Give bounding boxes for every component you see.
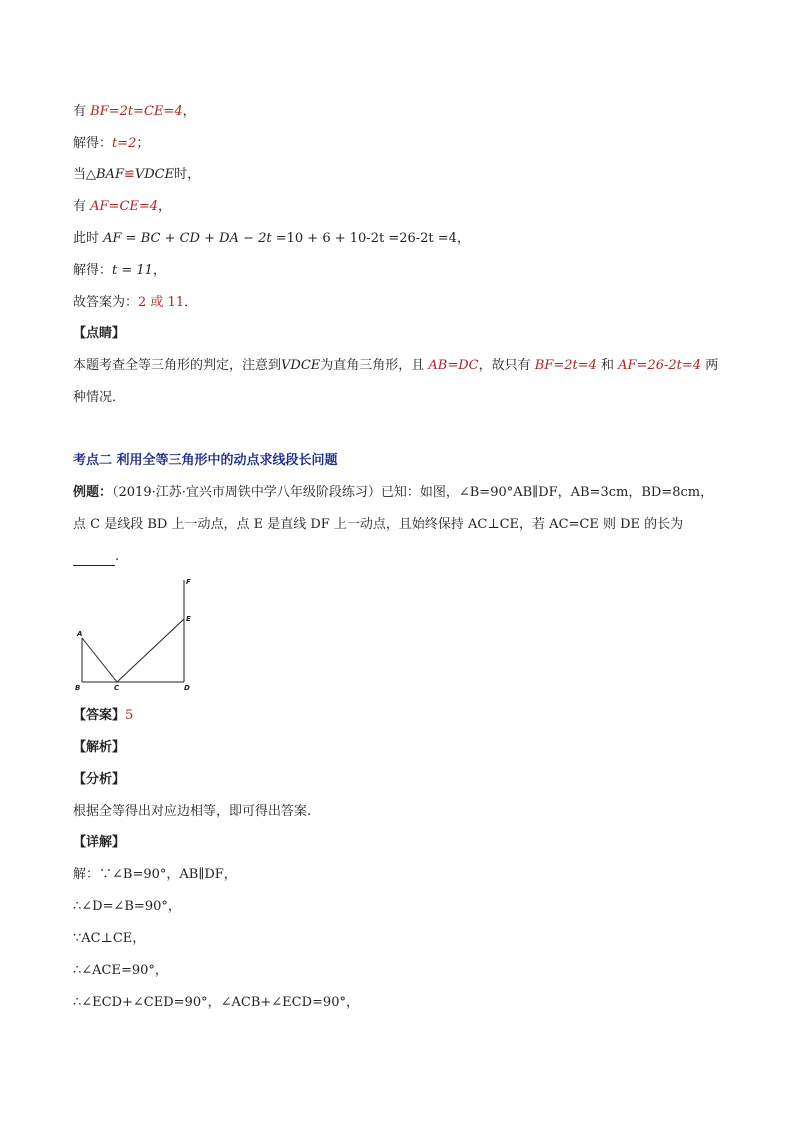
detail-step-5: ∴∠ECD+∠CED=90°，∠ACB+∠ECD=90°，	[73, 995, 359, 1010]
geometry-figure	[70, 574, 200, 694]
congruent-symbol: ≌	[123, 167, 135, 182]
label-b: B	[75, 684, 81, 692]
text: ，故只有	[478, 358, 535, 373]
solution-line-7	[73, 294, 197, 312]
analysis-text: 根据全等得出对应边相等，即可得出答案.	[73, 804, 312, 819]
text: 此时	[73, 231, 104, 246]
text: ，	[182, 104, 196, 119]
answer-blank	[73, 553, 115, 566]
solution-line-5	[73, 230, 470, 248]
text: 故答案为：	[73, 295, 139, 310]
detail-step-3: ∵AC⊥CE，	[73, 931, 146, 946]
example-text: （2019·江苏·宜兴市周铁中学八年级阶段练习）已知：如图，∠B=90°AB∥DF，AB=3cm，BD=8cm，	[112, 485, 714, 500]
label-a: A	[77, 630, 83, 638]
text: 当△	[73, 167, 96, 182]
answer-value: 2 或 11	[138, 295, 185, 310]
solution-line-1	[73, 103, 196, 121]
text: 时，	[174, 167, 201, 182]
solution-line-4	[73, 198, 171, 216]
math-expression: BAF	[96, 167, 124, 182]
heading-dianjing: 【点睛】	[73, 326, 126, 341]
math-expression: BF=2t=4	[534, 358, 597, 373]
text: ；	[136, 136, 150, 151]
math-expression: AF=26-2t=4	[618, 358, 702, 373]
math-expression: AB=DC	[428, 358, 479, 373]
math-expression: AF = BC + CD + DA − 2t	[103, 231, 272, 246]
math-expression: =10 + 6 + 10-2t =26-2t =4，	[271, 231, 470, 246]
example-line-3	[73, 548, 119, 566]
text: 为直角三角形，且	[320, 358, 429, 373]
heading-jiexi: 【解析】	[73, 740, 126, 755]
text: ，	[158, 199, 172, 214]
detail-step-4: ∴∠ACE=90°，	[73, 963, 168, 978]
label-c: C	[114, 684, 120, 692]
solution-line-2	[73, 135, 149, 153]
summary-line-2: 种情况．	[73, 390, 126, 405]
text: 两	[701, 358, 719, 373]
example-label: 例题：	[73, 485, 113, 500]
math-expression: t = 11	[112, 263, 153, 278]
label-d: D	[184, 684, 190, 692]
label-e: E	[186, 615, 191, 623]
text: ．	[184, 295, 198, 310]
text: .	[115, 549, 120, 564]
heading-fenxi: 【分析】	[73, 772, 126, 787]
text: 有	[73, 104, 91, 119]
heading-xiangjie: 【详解】	[73, 835, 126, 850]
solution-line-3	[73, 166, 200, 184]
text: 解得：	[73, 136, 113, 151]
example-line-2: 点 C 是线段 BD 上一动点，点 E 是直线 DF 上一动点，且始终保持 AC⊥CE，若 AC=CE 则 DE 的长为	[73, 517, 684, 532]
answer-label: 【答案】	[73, 708, 126, 723]
example-line-1	[73, 484, 713, 502]
detail-step-1: 解：∵∠B=90°，AB∥DF，	[73, 867, 237, 882]
math-expression: VDCE	[134, 167, 175, 182]
math-expression: AF=CE=4	[90, 199, 159, 214]
text: 和	[596, 358, 619, 373]
answer-line	[73, 707, 133, 725]
summary-line-1	[73, 357, 718, 375]
detail-step-2: ∴∠D=∠B=90°，	[73, 899, 181, 914]
answer-value: 5	[125, 708, 134, 723]
segment-ce	[117, 619, 184, 682]
solution-line-6	[73, 262, 166, 280]
math-expression: t=2	[112, 136, 137, 151]
section-title: 考点二 利用全等三角形中的动点求线段长问题	[73, 453, 338, 468]
label-f: F	[186, 578, 191, 586]
text: ，	[152, 263, 166, 278]
text: 有	[73, 199, 91, 214]
math-expression: BF=2t=CE=4	[90, 104, 183, 119]
text: 本题考查全等三角形的判定，注意到	[73, 358, 282, 373]
math-expression: VDCE	[281, 358, 321, 373]
text: 解得：	[73, 263, 113, 278]
segment-ac	[82, 638, 117, 682]
